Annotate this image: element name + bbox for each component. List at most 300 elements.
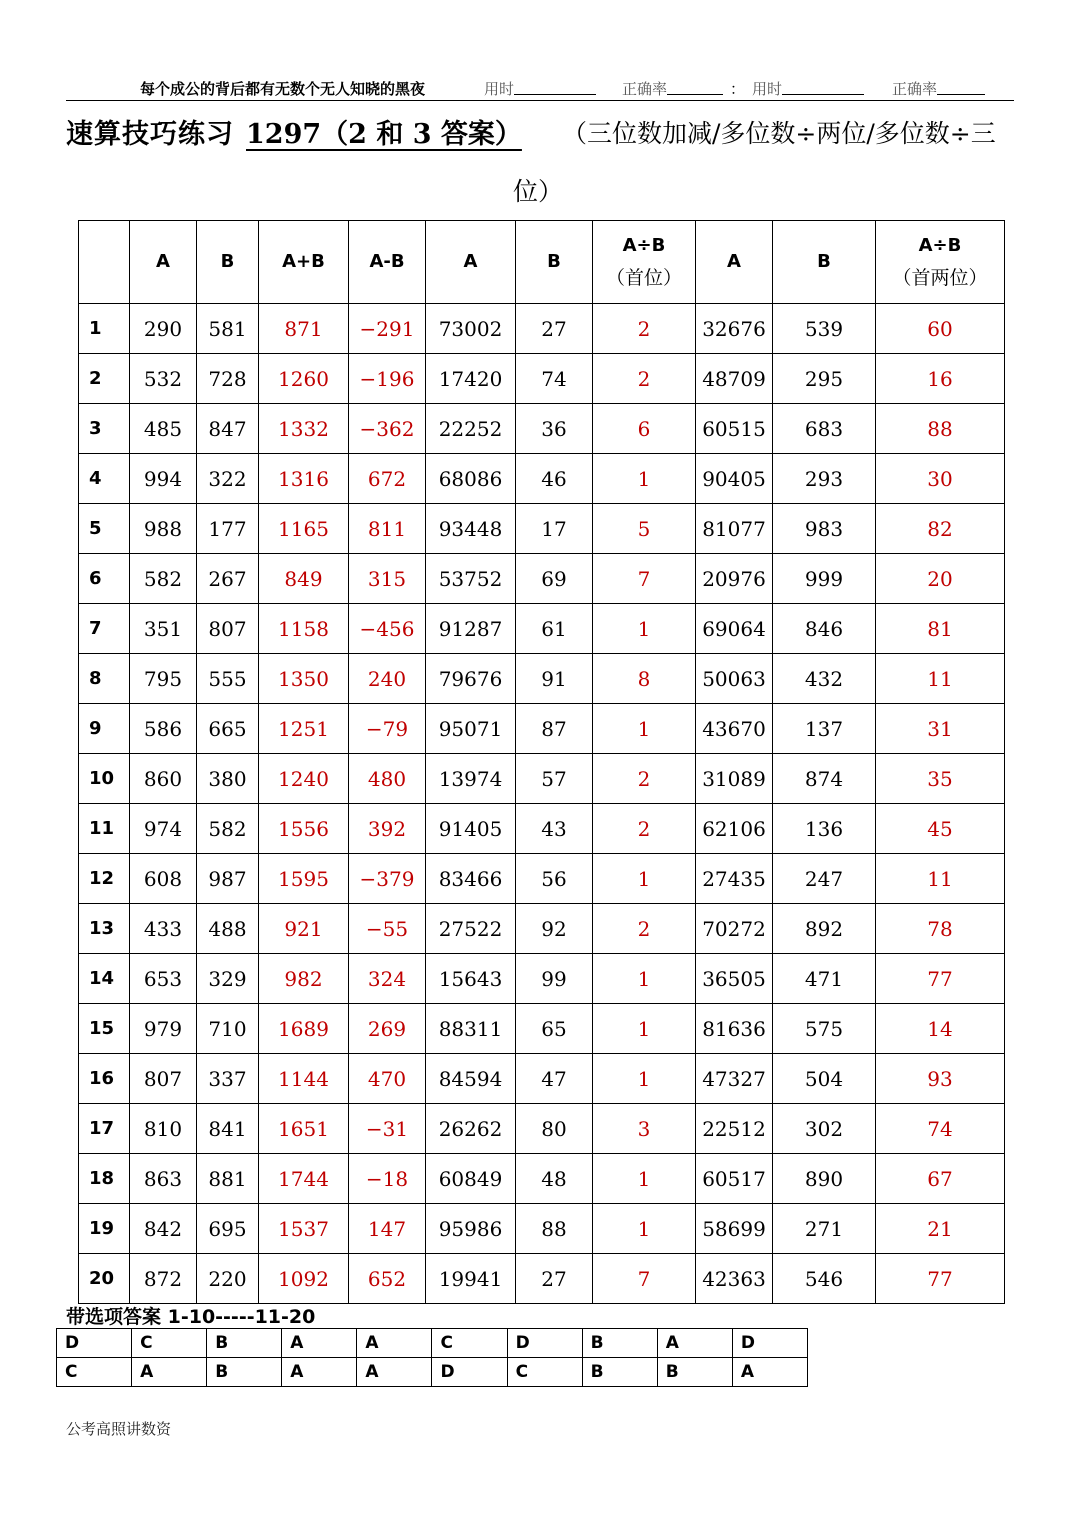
table-cell: 974 bbox=[130, 804, 197, 854]
column-header-sub: （首两位） bbox=[892, 267, 988, 289]
table-cell: 987 bbox=[197, 854, 259, 904]
column-header-6 bbox=[516, 221, 593, 304]
answer-cell: 1 bbox=[593, 1004, 696, 1054]
answer-cell: 480 bbox=[349, 754, 426, 804]
row-number: 1 bbox=[79, 304, 130, 354]
table-cell: 99 bbox=[516, 954, 593, 1004]
answer-cell: −55 bbox=[349, 904, 426, 954]
answer-cell: 1 bbox=[593, 604, 696, 654]
table-cell: 90405 bbox=[696, 454, 773, 504]
table-cell: 874 bbox=[773, 754, 876, 804]
table-row bbox=[79, 1004, 1005, 1054]
answer-cell: 1260 bbox=[259, 354, 349, 404]
table-cell: 247 bbox=[773, 854, 876, 904]
answer-cell: −196 bbox=[349, 354, 426, 404]
row-number: 10 bbox=[79, 754, 130, 804]
column-header-sub: （首位） bbox=[605, 267, 682, 289]
options-table bbox=[56, 1328, 808, 1387]
table-cell: 999 bbox=[773, 554, 876, 604]
table-row bbox=[79, 1204, 1005, 1254]
column-header-label: A÷B bbox=[918, 235, 962, 256]
answer-cell: 7 bbox=[593, 554, 696, 604]
table-cell: 43 bbox=[516, 804, 593, 854]
option-cell: A bbox=[657, 1329, 732, 1358]
table-cell: 31089 bbox=[696, 754, 773, 804]
answer-cell: 77 bbox=[876, 1254, 1005, 1304]
table-cell: 586 bbox=[130, 704, 197, 754]
answer-cell: −379 bbox=[349, 854, 426, 904]
table-cell: 582 bbox=[197, 804, 259, 854]
table-cell: 88 bbox=[516, 1204, 593, 1254]
answer-cell: 2 bbox=[593, 804, 696, 854]
table-cell: 471 bbox=[773, 954, 876, 1004]
table-cell: 27 bbox=[516, 1254, 593, 1304]
table-cell: 532 bbox=[130, 354, 197, 404]
row-number: 2 bbox=[79, 354, 130, 404]
column-header-3 bbox=[259, 221, 349, 304]
table-cell: 48 bbox=[516, 1154, 593, 1204]
answer-cell: −79 bbox=[349, 704, 426, 754]
table-cell: 47 bbox=[516, 1054, 593, 1104]
table-cell: 68086 bbox=[426, 454, 516, 504]
table-header-row bbox=[79, 221, 1005, 304]
option-cell: A bbox=[732, 1358, 807, 1387]
table-cell: 83466 bbox=[426, 854, 516, 904]
table-cell: 267 bbox=[197, 554, 259, 604]
table-cell: 653 bbox=[130, 954, 197, 1004]
table-cell: 91 bbox=[516, 654, 593, 704]
table-cell: 136 bbox=[773, 804, 876, 854]
table-cell: 322 bbox=[197, 454, 259, 504]
table-cell: 60515 bbox=[696, 404, 773, 454]
column-header-5 bbox=[426, 221, 516, 304]
table-cell: 36505 bbox=[696, 954, 773, 1004]
table-cell: 881 bbox=[197, 1154, 259, 1204]
time-label-1: 用时 bbox=[484, 80, 515, 98]
table-row bbox=[79, 804, 1005, 854]
answer-cell: −291 bbox=[349, 304, 426, 354]
option-cell: B bbox=[207, 1329, 282, 1358]
answer-cell: 1240 bbox=[259, 754, 349, 804]
page-header bbox=[66, 76, 1014, 101]
table-row bbox=[79, 1154, 1005, 1204]
answer-cell: 147 bbox=[349, 1204, 426, 1254]
table-cell: 728 bbox=[197, 354, 259, 404]
title-main: 速算技巧练习 bbox=[66, 119, 234, 150]
table-cell: 15643 bbox=[426, 954, 516, 1004]
option-cell: B bbox=[207, 1358, 282, 1387]
table-row bbox=[79, 604, 1005, 654]
table-row bbox=[79, 904, 1005, 954]
column-header-4 bbox=[349, 221, 426, 304]
table-cell: 290 bbox=[130, 304, 197, 354]
answer-cell: 921 bbox=[259, 904, 349, 954]
answer-cell: −456 bbox=[349, 604, 426, 654]
answer-cell: −362 bbox=[349, 404, 426, 454]
table-cell: 979 bbox=[130, 1004, 197, 1054]
table-cell: 842 bbox=[130, 1204, 197, 1254]
column-header-label: A bbox=[727, 251, 741, 272]
answer-cell: 1350 bbox=[259, 654, 349, 704]
answer-cell: 324 bbox=[349, 954, 426, 1004]
table-row bbox=[79, 404, 1005, 454]
table-row bbox=[79, 504, 1005, 554]
table-cell: 69064 bbox=[696, 604, 773, 654]
column-header-label: A+B bbox=[282, 251, 325, 272]
table-cell: 432 bbox=[773, 654, 876, 704]
table-cell: 988 bbox=[130, 504, 197, 554]
time-blank-1[interactable] bbox=[514, 80, 596, 95]
table-cell: 271 bbox=[773, 1204, 876, 1254]
column-header-label: B bbox=[547, 251, 561, 272]
table-cell: 50063 bbox=[696, 654, 773, 704]
table-cell: 608 bbox=[130, 854, 197, 904]
time-blank-2[interactable] bbox=[782, 80, 864, 95]
answer-cell: 1 bbox=[593, 954, 696, 1004]
table-row bbox=[79, 754, 1005, 804]
table-row bbox=[79, 954, 1005, 1004]
accuracy-label-2: 正确率 bbox=[892, 80, 938, 98]
answer-cell: 74 bbox=[876, 1104, 1005, 1154]
time-label-2: 用时 bbox=[752, 80, 783, 98]
answer-cell: 35 bbox=[876, 754, 1005, 804]
table-cell: 92 bbox=[516, 904, 593, 954]
exercise-table bbox=[78, 220, 1005, 1304]
table-cell: 890 bbox=[773, 1154, 876, 1204]
row-number: 6 bbox=[79, 554, 130, 604]
table-cell: 60517 bbox=[696, 1154, 773, 1204]
table-cell: 56 bbox=[516, 854, 593, 904]
answer-cell: 1537 bbox=[259, 1204, 349, 1254]
row-number: 19 bbox=[79, 1204, 130, 1254]
column-header-7 bbox=[593, 221, 696, 304]
answer-cell: 1744 bbox=[259, 1154, 349, 1204]
table-cell: 22512 bbox=[696, 1104, 773, 1154]
table-cell: 293 bbox=[773, 454, 876, 504]
row-number: 4 bbox=[79, 454, 130, 504]
table-row bbox=[79, 1254, 1005, 1304]
row-number: 11 bbox=[79, 804, 130, 854]
table-cell: 220 bbox=[197, 1254, 259, 1304]
option-cell: A bbox=[357, 1329, 432, 1358]
option-cell: C bbox=[507, 1358, 582, 1387]
row-number: 13 bbox=[79, 904, 130, 954]
option-cell: D bbox=[732, 1329, 807, 1358]
table-cell: 846 bbox=[773, 604, 876, 654]
title-number: 1297（2 和 3 答案） bbox=[246, 119, 522, 150]
table-cell: 70272 bbox=[696, 904, 773, 954]
answer-cell: 14 bbox=[876, 1004, 1005, 1054]
answer-cell: 3 bbox=[593, 1104, 696, 1154]
accuracy-blank-1[interactable] bbox=[667, 80, 723, 95]
table-row bbox=[79, 304, 1005, 354]
answer-cell: 11 bbox=[876, 854, 1005, 904]
table-row bbox=[79, 354, 1005, 404]
option-cell: C bbox=[57, 1358, 132, 1387]
table-cell: 27435 bbox=[696, 854, 773, 904]
table-cell: 555 bbox=[197, 654, 259, 704]
table-cell: 57 bbox=[516, 754, 593, 804]
answer-cell: 7 bbox=[593, 1254, 696, 1304]
answer-cell: 1651 bbox=[259, 1104, 349, 1154]
table-cell: 329 bbox=[197, 954, 259, 1004]
table-cell: 46 bbox=[516, 454, 593, 504]
title-subtitle-line1: （三位数加减/多位数÷两位/多位数÷三 bbox=[562, 119, 996, 148]
column-header-label: A bbox=[156, 251, 170, 272]
answer-cell: 1595 bbox=[259, 854, 349, 904]
table-cell: 81077 bbox=[696, 504, 773, 554]
row-number: 9 bbox=[79, 704, 130, 754]
table-row bbox=[79, 1054, 1005, 1104]
option-cell: B bbox=[582, 1358, 657, 1387]
table-row bbox=[79, 854, 1005, 904]
answer-cell: 1158 bbox=[259, 604, 349, 654]
table-row bbox=[79, 1104, 1005, 1154]
table-cell: 80 bbox=[516, 1104, 593, 1154]
column-header-0 bbox=[79, 221, 130, 304]
row-number: 5 bbox=[79, 504, 130, 554]
table-cell: 65 bbox=[516, 1004, 593, 1054]
table-cell: 20976 bbox=[696, 554, 773, 604]
table-cell: 351 bbox=[130, 604, 197, 654]
footer-text: 公考高照讲数资 bbox=[66, 1420, 172, 1438]
table-cell: 27522 bbox=[426, 904, 516, 954]
table-cell: 807 bbox=[130, 1054, 197, 1104]
answer-cell: 93 bbox=[876, 1054, 1005, 1104]
column-header-label: A÷B bbox=[622, 235, 666, 256]
answer-cell: 1 bbox=[593, 454, 696, 504]
accuracy-blank-2[interactable] bbox=[937, 80, 985, 95]
row-number: 15 bbox=[79, 1004, 130, 1054]
column-header-8 bbox=[696, 221, 773, 304]
answer-cell: 1316 bbox=[259, 454, 349, 504]
table-cell: 807 bbox=[197, 604, 259, 654]
option-cell: A bbox=[282, 1358, 357, 1387]
table-cell: 43670 bbox=[696, 704, 773, 754]
table-cell: 22252 bbox=[426, 404, 516, 454]
option-cell: A bbox=[282, 1329, 357, 1358]
table-cell: 810 bbox=[130, 1104, 197, 1154]
table-cell: 137 bbox=[773, 704, 876, 754]
answer-cell: −31 bbox=[349, 1104, 426, 1154]
accuracy-label-1: 正确率 bbox=[622, 80, 668, 98]
separator: ： bbox=[730, 80, 746, 98]
table-cell: 47327 bbox=[696, 1054, 773, 1104]
table-cell: 581 bbox=[197, 304, 259, 354]
table-cell: 74 bbox=[516, 354, 593, 404]
table-cell: 42363 bbox=[696, 1254, 773, 1304]
table-cell: 847 bbox=[197, 404, 259, 454]
answer-cell: 11 bbox=[876, 654, 1005, 704]
title-subtitle-line2: 位） bbox=[513, 177, 564, 206]
table-cell: 32676 bbox=[696, 304, 773, 354]
accuracy-field-1 bbox=[622, 78, 667, 99]
table-cell: 84594 bbox=[426, 1054, 516, 1104]
row-number: 20 bbox=[79, 1254, 130, 1304]
answer-cell: 78 bbox=[876, 904, 1005, 954]
answer-cell: 1251 bbox=[259, 704, 349, 754]
table-cell: 19941 bbox=[426, 1254, 516, 1304]
answer-cell: 2 bbox=[593, 904, 696, 954]
answer-cell: 1165 bbox=[259, 504, 349, 554]
column-header-10 bbox=[876, 221, 1005, 304]
table-cell: 62106 bbox=[696, 804, 773, 854]
table-cell: 795 bbox=[130, 654, 197, 704]
answer-cell: −18 bbox=[349, 1154, 426, 1204]
table-cell: 433 bbox=[130, 904, 197, 954]
answer-cell: 392 bbox=[349, 804, 426, 854]
table-cell: 872 bbox=[130, 1254, 197, 1304]
answer-cell: 1 bbox=[593, 854, 696, 904]
table-cell: 485 bbox=[130, 404, 197, 454]
row-number: 3 bbox=[79, 404, 130, 454]
column-header-1 bbox=[130, 221, 197, 304]
table-cell: 337 bbox=[197, 1054, 259, 1104]
answer-cell: 652 bbox=[349, 1254, 426, 1304]
option-cell: D bbox=[507, 1329, 582, 1358]
table-cell: 695 bbox=[197, 1204, 259, 1254]
row-number: 7 bbox=[79, 604, 130, 654]
answer-cell: 1 bbox=[593, 1154, 696, 1204]
table-cell: 93448 bbox=[426, 504, 516, 554]
column-header-9 bbox=[773, 221, 876, 304]
options-title: 带选项答案 1-10-----11-20 bbox=[66, 1306, 316, 1328]
table-cell: 17 bbox=[516, 504, 593, 554]
answer-cell: 871 bbox=[259, 304, 349, 354]
answer-cell: 5 bbox=[593, 504, 696, 554]
answer-cell: 240 bbox=[349, 654, 426, 704]
answer-cell: 2 bbox=[593, 304, 696, 354]
table-cell: 994 bbox=[130, 454, 197, 504]
answer-cell: 30 bbox=[876, 454, 1005, 504]
table-cell: 582 bbox=[130, 554, 197, 604]
table-cell: 26262 bbox=[426, 1104, 516, 1154]
table-cell: 58699 bbox=[696, 1204, 773, 1254]
table-cell: 36 bbox=[516, 404, 593, 454]
answer-cell: 1689 bbox=[259, 1004, 349, 1054]
column-header-label: B bbox=[817, 251, 831, 272]
table-cell: 91405 bbox=[426, 804, 516, 854]
table-cell: 48709 bbox=[696, 354, 773, 404]
answer-cell: 1092 bbox=[259, 1254, 349, 1304]
table-cell: 53752 bbox=[426, 554, 516, 604]
table-cell: 60849 bbox=[426, 1154, 516, 1204]
row-number: 8 bbox=[79, 654, 130, 704]
option-cell: C bbox=[432, 1329, 507, 1358]
column-header-label: A-B bbox=[369, 251, 405, 272]
answer-cell: 60 bbox=[876, 304, 1005, 354]
answer-cell: 2 bbox=[593, 354, 696, 404]
answer-cell: 1556 bbox=[259, 804, 349, 854]
column-header-label: A bbox=[463, 251, 478, 272]
answer-cell: 315 bbox=[349, 554, 426, 604]
option-cell: C bbox=[132, 1329, 207, 1358]
options-row bbox=[57, 1329, 808, 1358]
option-cell: A bbox=[357, 1358, 432, 1387]
answer-cell: 811 bbox=[349, 504, 426, 554]
table-cell: 61 bbox=[516, 604, 593, 654]
answer-cell: 470 bbox=[349, 1054, 426, 1104]
answer-cell: 269 bbox=[349, 1004, 426, 1054]
table-cell: 13974 bbox=[426, 754, 516, 804]
answer-cell: 31 bbox=[876, 704, 1005, 754]
table-cell: 73002 bbox=[426, 304, 516, 354]
table-cell: 81636 bbox=[696, 1004, 773, 1054]
answer-cell: 8 bbox=[593, 654, 696, 704]
table-cell: 380 bbox=[197, 754, 259, 804]
table-body bbox=[79, 304, 1005, 1304]
table-cell: 863 bbox=[130, 1154, 197, 1204]
table-cell: 665 bbox=[197, 704, 259, 754]
row-number: 14 bbox=[79, 954, 130, 1004]
answer-cell: 1 bbox=[593, 1054, 696, 1104]
answer-cell: 1 bbox=[593, 704, 696, 754]
table-cell: 575 bbox=[773, 1004, 876, 1054]
table-cell: 95986 bbox=[426, 1204, 516, 1254]
page-title bbox=[66, 112, 1026, 152]
column-header-label: B bbox=[220, 251, 235, 272]
row-number: 17 bbox=[79, 1104, 130, 1154]
answer-cell: 67 bbox=[876, 1154, 1005, 1204]
answer-cell: 16 bbox=[876, 354, 1005, 404]
motto: 每个成公的背后都有无数个无人知晓的黑夜 bbox=[140, 80, 426, 98]
column-header-2 bbox=[197, 221, 259, 304]
answer-cell: 21 bbox=[876, 1204, 1005, 1254]
table-row bbox=[79, 454, 1005, 504]
option-cell: D bbox=[57, 1329, 132, 1358]
option-cell: A bbox=[132, 1358, 207, 1387]
table-row bbox=[79, 704, 1005, 754]
table-cell: 91287 bbox=[426, 604, 516, 654]
answer-cell: 88 bbox=[876, 404, 1005, 454]
table-cell: 892 bbox=[773, 904, 876, 954]
table-cell: 860 bbox=[130, 754, 197, 804]
option-cell: B bbox=[657, 1358, 732, 1387]
table-row bbox=[79, 654, 1005, 704]
table-cell: 841 bbox=[197, 1104, 259, 1154]
row-number: 12 bbox=[79, 854, 130, 904]
table-cell: 88311 bbox=[426, 1004, 516, 1054]
table-cell: 710 bbox=[197, 1004, 259, 1054]
table-cell: 87 bbox=[516, 704, 593, 754]
answer-cell: 982 bbox=[259, 954, 349, 1004]
option-cell: D bbox=[432, 1358, 507, 1387]
answer-cell: 1 bbox=[593, 1204, 696, 1254]
answer-cell: 20 bbox=[876, 554, 1005, 604]
answer-cell: 77 bbox=[876, 954, 1005, 1004]
table-cell: 983 bbox=[773, 504, 876, 554]
answer-cell: 672 bbox=[349, 454, 426, 504]
answer-cell: 1144 bbox=[259, 1054, 349, 1104]
answer-cell: 1332 bbox=[259, 404, 349, 454]
options-row bbox=[57, 1358, 808, 1387]
time-field-2 bbox=[752, 78, 782, 99]
row-number: 18 bbox=[79, 1154, 130, 1204]
table-cell: 683 bbox=[773, 404, 876, 454]
table-cell: 95071 bbox=[426, 704, 516, 754]
answer-cell: 82 bbox=[876, 504, 1005, 554]
table-cell: 17420 bbox=[426, 354, 516, 404]
table-cell: 302 bbox=[773, 1104, 876, 1154]
answer-cell: 2 bbox=[593, 754, 696, 804]
table-cell: 295 bbox=[773, 354, 876, 404]
table-row bbox=[79, 554, 1005, 604]
table-cell: 546 bbox=[773, 1254, 876, 1304]
answer-cell: 45 bbox=[876, 804, 1005, 854]
answer-cell: 6 bbox=[593, 404, 696, 454]
row-number: 16 bbox=[79, 1054, 130, 1104]
table-cell: 27 bbox=[516, 304, 593, 354]
